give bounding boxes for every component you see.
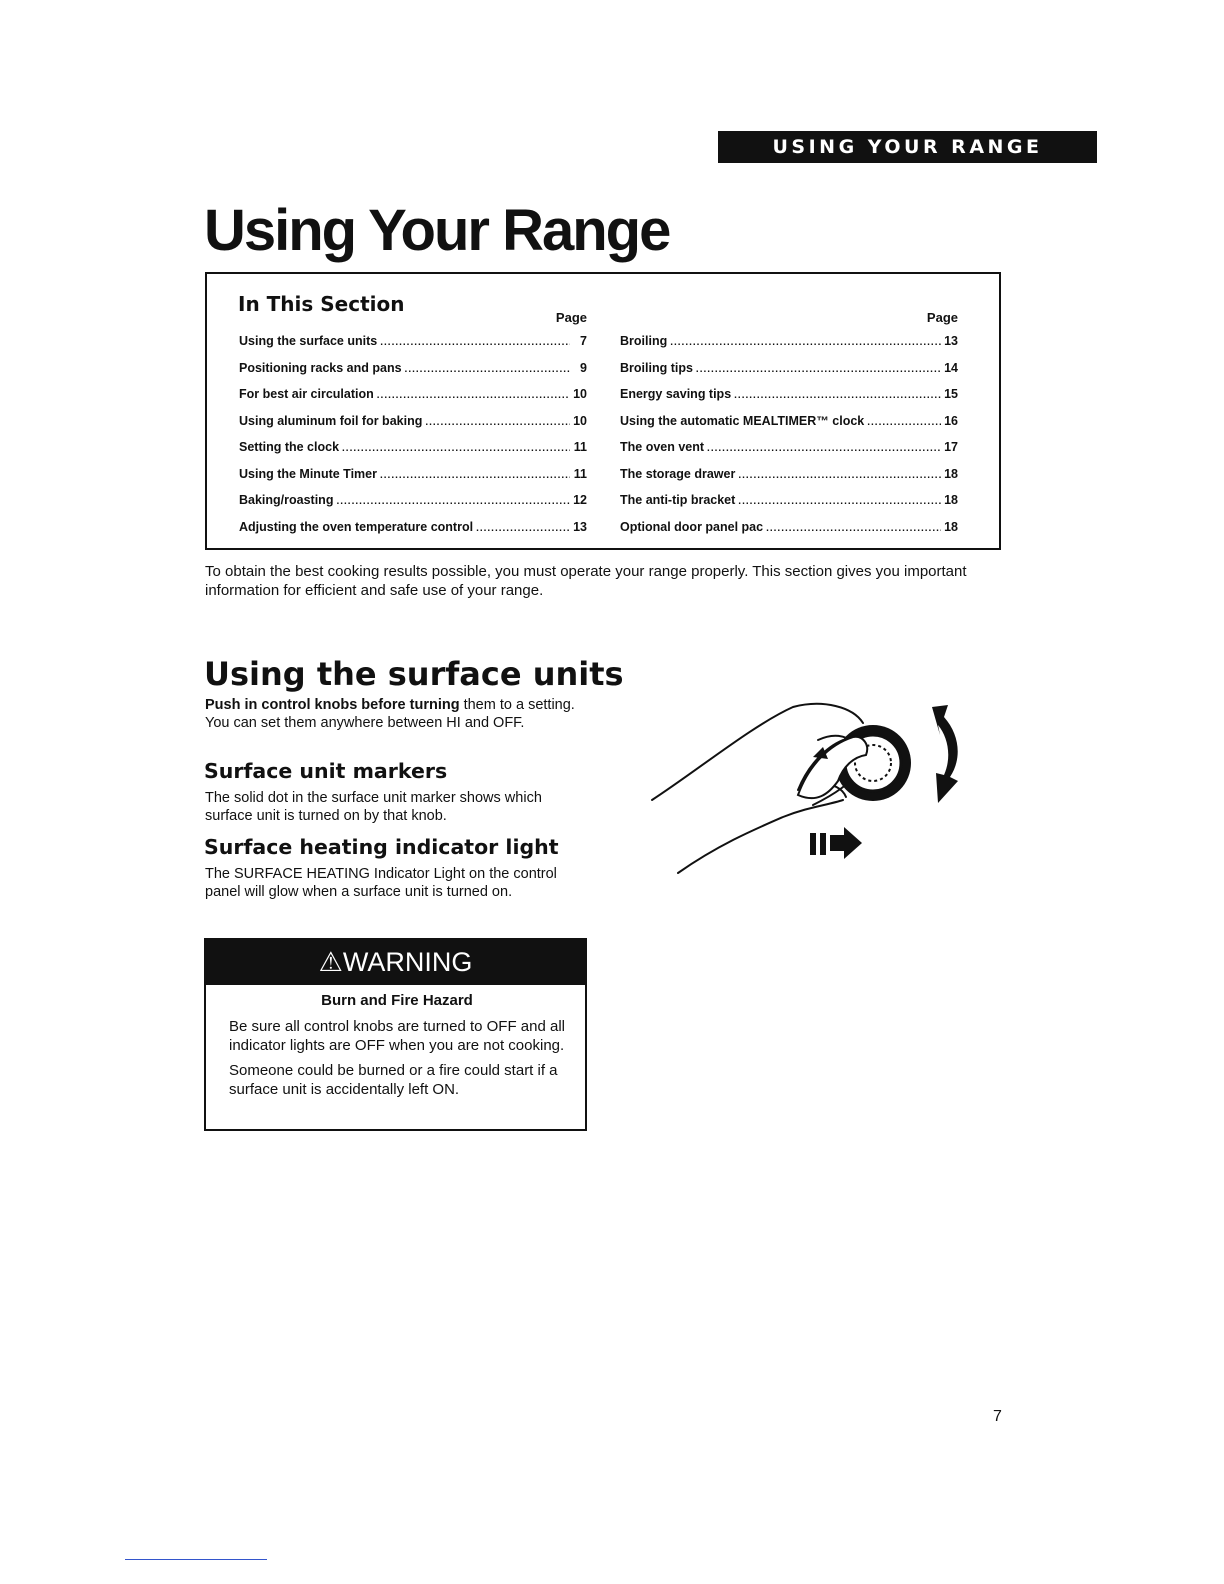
toc-entry[interactable] — [620, 328, 958, 355]
knob-instructions-lead: Push in control knobs before turning — [205, 697, 460, 713]
toc-right-column — [620, 308, 958, 540]
toc-entry-page: 16 — [944, 413, 958, 428]
toc-entry-page: 15 — [944, 387, 958, 401]
toc-entry-page: 10 — [573, 413, 587, 428]
dot-leader — [377, 383, 570, 410]
toc-entry-label: The anti-tip bracket — [620, 493, 736, 507]
toc-page-label: Page — [555, 310, 587, 325]
dot-leader — [738, 463, 941, 490]
dot-leader — [336, 489, 570, 516]
dot-leader — [425, 410, 570, 437]
subheading-indicator-light: Surface heating indicator light — [204, 835, 559, 859]
warning-text-2: Someone could be burned or a fire could start if a surface unit is accidentally left ON. — [229, 1061, 558, 1098]
subheading-surface-unit-markers: Surface unit markers — [204, 759, 448, 783]
toc-entry-page: 12 — [573, 493, 587, 507]
toc-entry-page: 11 — [573, 440, 587, 454]
toc-entry-page: 18 — [944, 493, 958, 507]
toc-entry-label: Using the automatic MEALTIMER™ clock — [620, 413, 865, 428]
knob-instructions-rest: them to a setting. You can set them anywhere between HI and OFF. — [205, 697, 575, 731]
toc-entry-page: 17 — [944, 440, 958, 454]
toc-entry[interactable] — [239, 381, 587, 408]
toc-entry-page: 14 — [944, 360, 958, 375]
dot-leader — [380, 463, 570, 490]
dot-leader — [476, 516, 570, 543]
warning-box — [204, 938, 587, 1131]
toc-entry-label: Broiling tips — [620, 360, 693, 375]
dot-leader — [734, 383, 941, 410]
toc-entry-page: 9 — [580, 360, 587, 375]
toc-entry-label: Optional door panel pac — [620, 519, 764, 534]
indicator-text: The SURFACE HEATING Indicator Light on the control panel will glow when a surface unit is turned on. — [205, 866, 557, 900]
markers-text: The solid dot in the surface unit marker shows which surface unit is turned on by that knob. — [205, 790, 542, 824]
toc-entry-page: 13 — [944, 334, 958, 348]
toc-entry[interactable] — [239, 487, 587, 514]
dot-leader — [766, 516, 941, 543]
warning-hazard-title: Burn and Fire Hazard — [321, 992, 473, 1009]
dot-leader — [707, 436, 941, 463]
toc-entry[interactable] — [239, 434, 587, 461]
toc-entry[interactable] — [620, 434, 958, 461]
toc-entry-page: 18 — [944, 466, 958, 481]
warning-body — [206, 985, 585, 1100]
page-title: Using Your Range — [204, 198, 670, 263]
toc-entry[interactable] — [620, 514, 958, 541]
dot-leader — [696, 357, 941, 384]
toc-entry[interactable] — [620, 355, 958, 382]
toc-left-column — [239, 308, 587, 540]
toc-entry[interactable] — [239, 514, 587, 541]
toc-entry[interactable] — [239, 355, 587, 382]
toc-entry-page: 18 — [944, 519, 958, 534]
toc-entry-label: Baking/roasting — [239, 493, 334, 507]
in-this-section-box — [205, 272, 1001, 550]
toc-entry-page: 7 — [580, 334, 587, 348]
toc-entry-label: The oven vent — [620, 440, 705, 454]
toc-page-label: Page — [926, 310, 958, 325]
toc-entry-label: Using aluminum foil for baking — [239, 413, 423, 428]
toc-entry-label: Using the surface units — [239, 334, 378, 348]
toc-entry[interactable] — [239, 461, 587, 488]
dot-leader — [342, 436, 570, 463]
toc-entry-page: 11 — [573, 466, 587, 481]
toc-entry[interactable] — [620, 381, 958, 408]
toc-entry-label: Energy saving tips — [620, 387, 732, 401]
toc-entry-page: 10 — [573, 387, 587, 401]
toc-entry-label: Setting the clock — [239, 440, 340, 454]
toc-entry[interactable] — [620, 461, 958, 488]
warning-header: ⚠WARNING — [206, 940, 585, 985]
knob-instructions — [205, 697, 595, 732]
toc-entry-label: Broiling — [620, 334, 668, 348]
toc-heading: In This Section — [238, 292, 405, 316]
hand-turning-knob-illustration — [648, 695, 988, 880]
intro-paragraph: To obtain the best cooking results possible, you must operate your range properly. This section gives you important information for efficient and safe use of your range. — [205, 563, 967, 599]
toc-entry[interactable] — [620, 408, 958, 435]
dot-leader — [670, 330, 941, 357]
dot-leader — [380, 330, 570, 357]
toc-entry-label: Adjusting the oven temperature control — [239, 519, 474, 534]
dot-leader — [405, 357, 570, 384]
toc-entry-label: Positioning racks and pans — [239, 360, 402, 375]
dot-leader — [867, 410, 941, 437]
toc-entry[interactable] — [239, 328, 587, 355]
section-banner: USING YOUR RANGE — [718, 131, 1097, 163]
footer-rule — [125, 1559, 267, 1560]
toc-entry[interactable] — [239, 408, 587, 435]
section-title-surface-units: Using the surface units — [204, 655, 624, 693]
toc-entry-label: Using the Minute Timer — [239, 466, 377, 481]
toc-entry-label: The storage drawer — [620, 466, 736, 481]
toc-entry[interactable] — [620, 487, 958, 514]
toc-entry-label: For best air circulation — [239, 387, 374, 401]
dot-leader — [738, 489, 941, 516]
page-number: 7 — [993, 1408, 1002, 1425]
warning-text-1: Be sure all control knobs are turned to OFF and all indicator lights are OFF when you are not cooking. — [229, 1017, 566, 1054]
toc-entry-page: 13 — [573, 519, 587, 534]
